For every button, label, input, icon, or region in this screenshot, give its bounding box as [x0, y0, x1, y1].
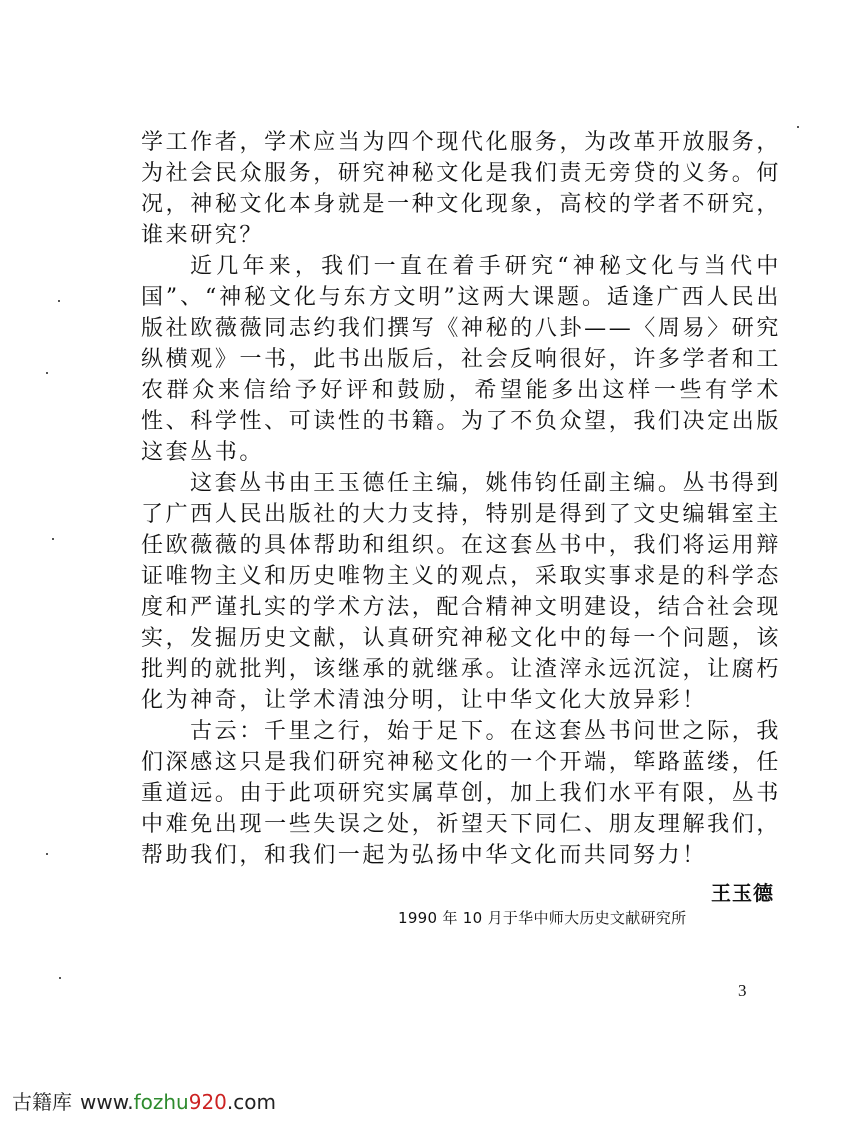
dateline: 1990 年 10 月于华中师大历史文献研究所 [398, 909, 687, 927]
site-watermark [12, 1086, 276, 1115]
scan-speck [46, 853, 48, 855]
scan-speck [797, 126, 799, 128]
paragraph-4: 古云：千里之行，始于足下。在这套丛书问世之际，我们深感这只是我们研究神秘文化的一个开端，筚路蓝缕，任重道远。由于此项研究实属草创，加上我们水平有限，丛书中难免出现一些失误之处，祈望天下同仁、朋友理解我们，帮助我们，和我们一起为弘扬中华文化而共同努力！ [141, 719, 781, 868]
watermark-url-suffix: .com [226, 1090, 276, 1114]
scan-speck [59, 977, 61, 979]
preface-body [141, 127, 781, 871]
paragraph-1: 学工作者，学术应当为四个现代化服务，为改革开放服务，为社会民众服务，研究神秘文化是我们责无旁贷的义务。何况，神秘文化本身就是一种文化现象，高校的学者不研究，谁来研究？ [141, 130, 781, 248]
watermark-url-green: fozhu [133, 1090, 189, 1114]
watermark-url-red: 920 [188, 1090, 227, 1114]
scan-speck [52, 538, 54, 540]
watermark-url-prefix: www. [80, 1090, 134, 1114]
scan-speck [46, 372, 48, 374]
watermark-label: 古籍库 [12, 1090, 72, 1114]
page-number: 3 [738, 981, 747, 1000]
paragraph-2: 近几年来，我们一直在着手研究“神秘文化与当代中国”、“神秘文化与东方文明”这两大课题。适逢广西人民出版社欧薇薇同志约我们撰写《神秘的八卦——〈周易〉研究纵横观》一书，此书出版后，社会反响很好，许多学者和工农群众来信给予好评和鼓励，希望能多出这样一些有学术性、科学性、可读性的书籍。为了不负众望，我们决定出版这套丛书。 [141, 254, 781, 465]
author-signature: 王玉德 [711, 881, 774, 905]
paragraph-3: 这套丛书由王玉德任主编，姚伟钧任副主编。丛书得到了广西人民出版社的大力支持，特别是得到了文史编辑室主任欧薇薇的具体帮助和组织。在这套丛书中，我们将运用辩证唯物主义和历史唯物主义的观点，采取实事求是的科学态度和严谨扎实的学术方法，配合精神文明建设，结合社会现实，发掘历史文献，认真研究神秘文化中的每一个问题，该批判的就批判，该继承的就继承。让渣滓永远沉淀，让腐朽化为神奇，让学术清浊分明，让中华文化大放异彩！ [141, 471, 781, 713]
scan-speck [58, 300, 60, 302]
